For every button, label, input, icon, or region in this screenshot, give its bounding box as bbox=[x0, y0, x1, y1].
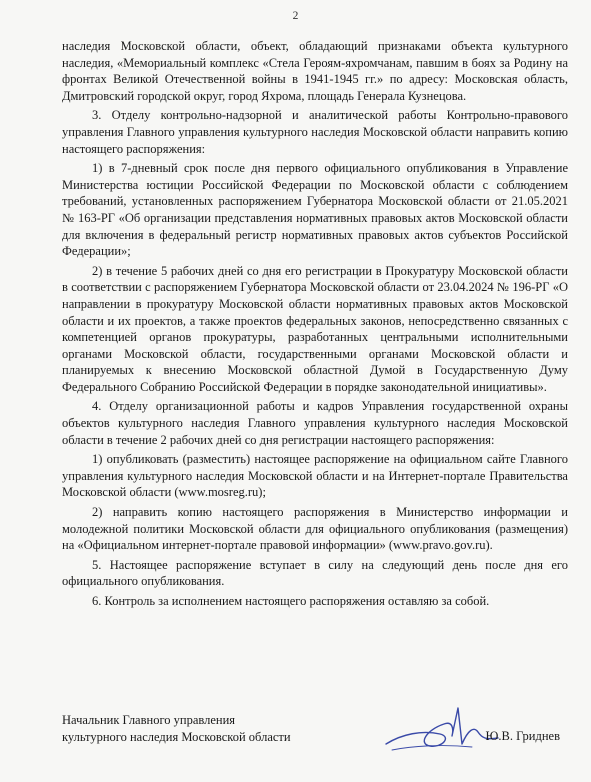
position-title-line-2: культурного наследия Московской области bbox=[62, 729, 291, 744]
page-number: 2 bbox=[292, 10, 299, 22]
paragraph-item-3-1: 1) в 7-дневный срок после дня первого официального опубликования в Управление Министерства юстиции Российской Федерации по Московской области с соблюдением требований, установленных распоряжением Губернатора Московской области от 21.05.2021 № 163-РГ «Об организации представления нормативных правовых актов Московской области для включения в федеральный регистр нормативных правовых актов субъектов Российской Федерации»; bbox=[62, 161, 568, 259]
paragraph-item-6: 6. Контроль за исполнением настоящего распоряжения оставляю за собой. bbox=[92, 594, 490, 608]
paragraph-continuation: наследия Московской области, объект, обладающий признаками объекта культурного наследия, «Мемориальный комплекс «Стела Героям-яхромчанам, павшим в боях за Родину на фронтах Великой Отечественной войны в 1941-1945 гг.» по адресу: Московская область, Дмитровский городской округ, город Яхрома, площадь Генерала Кузнецова. bbox=[62, 39, 568, 103]
paragraph-item-4-2: 2) направить копию настоящего распоряжения в Министерство информации и молодежной политики Московской области для официального опубликования (размещения) на «Официальном интернет-портале правовой информации» (www.pravo.gov.ru). bbox=[62, 505, 568, 553]
handwritten-signature bbox=[382, 700, 502, 760]
paragraph-item-3-2: 2) в течение 5 рабочих дней со дня его регистрации в Прокуратуру Московской области в соответствии с распоряжением Губернатора Московской области от 23.04.2024 № 196-РГ «О направлении в прокуратуру Московской области нормативных правовых актов Московской области и их проектов, а также проектов федеральных законов, непосредственно связанных с компетенцией органов прокуратуры, разработанных центральными исполнительными органами Московской области, государственными органами Московской области и планируемых к внесению Московской областной Думой в Государственную Думу Федерального Собранию Российской Федерации в порядке законодательной инициативы». bbox=[62, 263, 568, 394]
signer-name: Ю.В. Гриднев bbox=[485, 729, 560, 743]
paragraph-item-5: 5. Настоящее распоряжение вступает в силу на следующий день после дня его официального опубликования. bbox=[62, 557, 568, 589]
paragraph-item-3: 3. Отделу контрольно-надзорной и аналитической работы Контрольно-правового управления Главного управления культурного наследия Московской области направить копию настоящего распоряжения: bbox=[62, 108, 568, 156]
document-body bbox=[62, 38, 568, 610]
signature-block bbox=[62, 712, 568, 745]
paragraph-item-4: 4. Отделу организационной работы и кадров Управления государственной охраны объектов культурного наследия Главного управления культурного наследия Московской области в течение 2 рабочих дней со дня регистрации настоящего распоряжения: bbox=[62, 399, 568, 447]
paragraph-item-4-1: 1) опубликовать (разместить) настоящее распоряжение на официальном сайте Главного управления культурного наследия Московской области и на Интернет-портале Правительства Московской области (www.mosreg.ru); bbox=[62, 452, 568, 500]
position-title-line-1: Начальник Главного управления bbox=[62, 713, 236, 727]
